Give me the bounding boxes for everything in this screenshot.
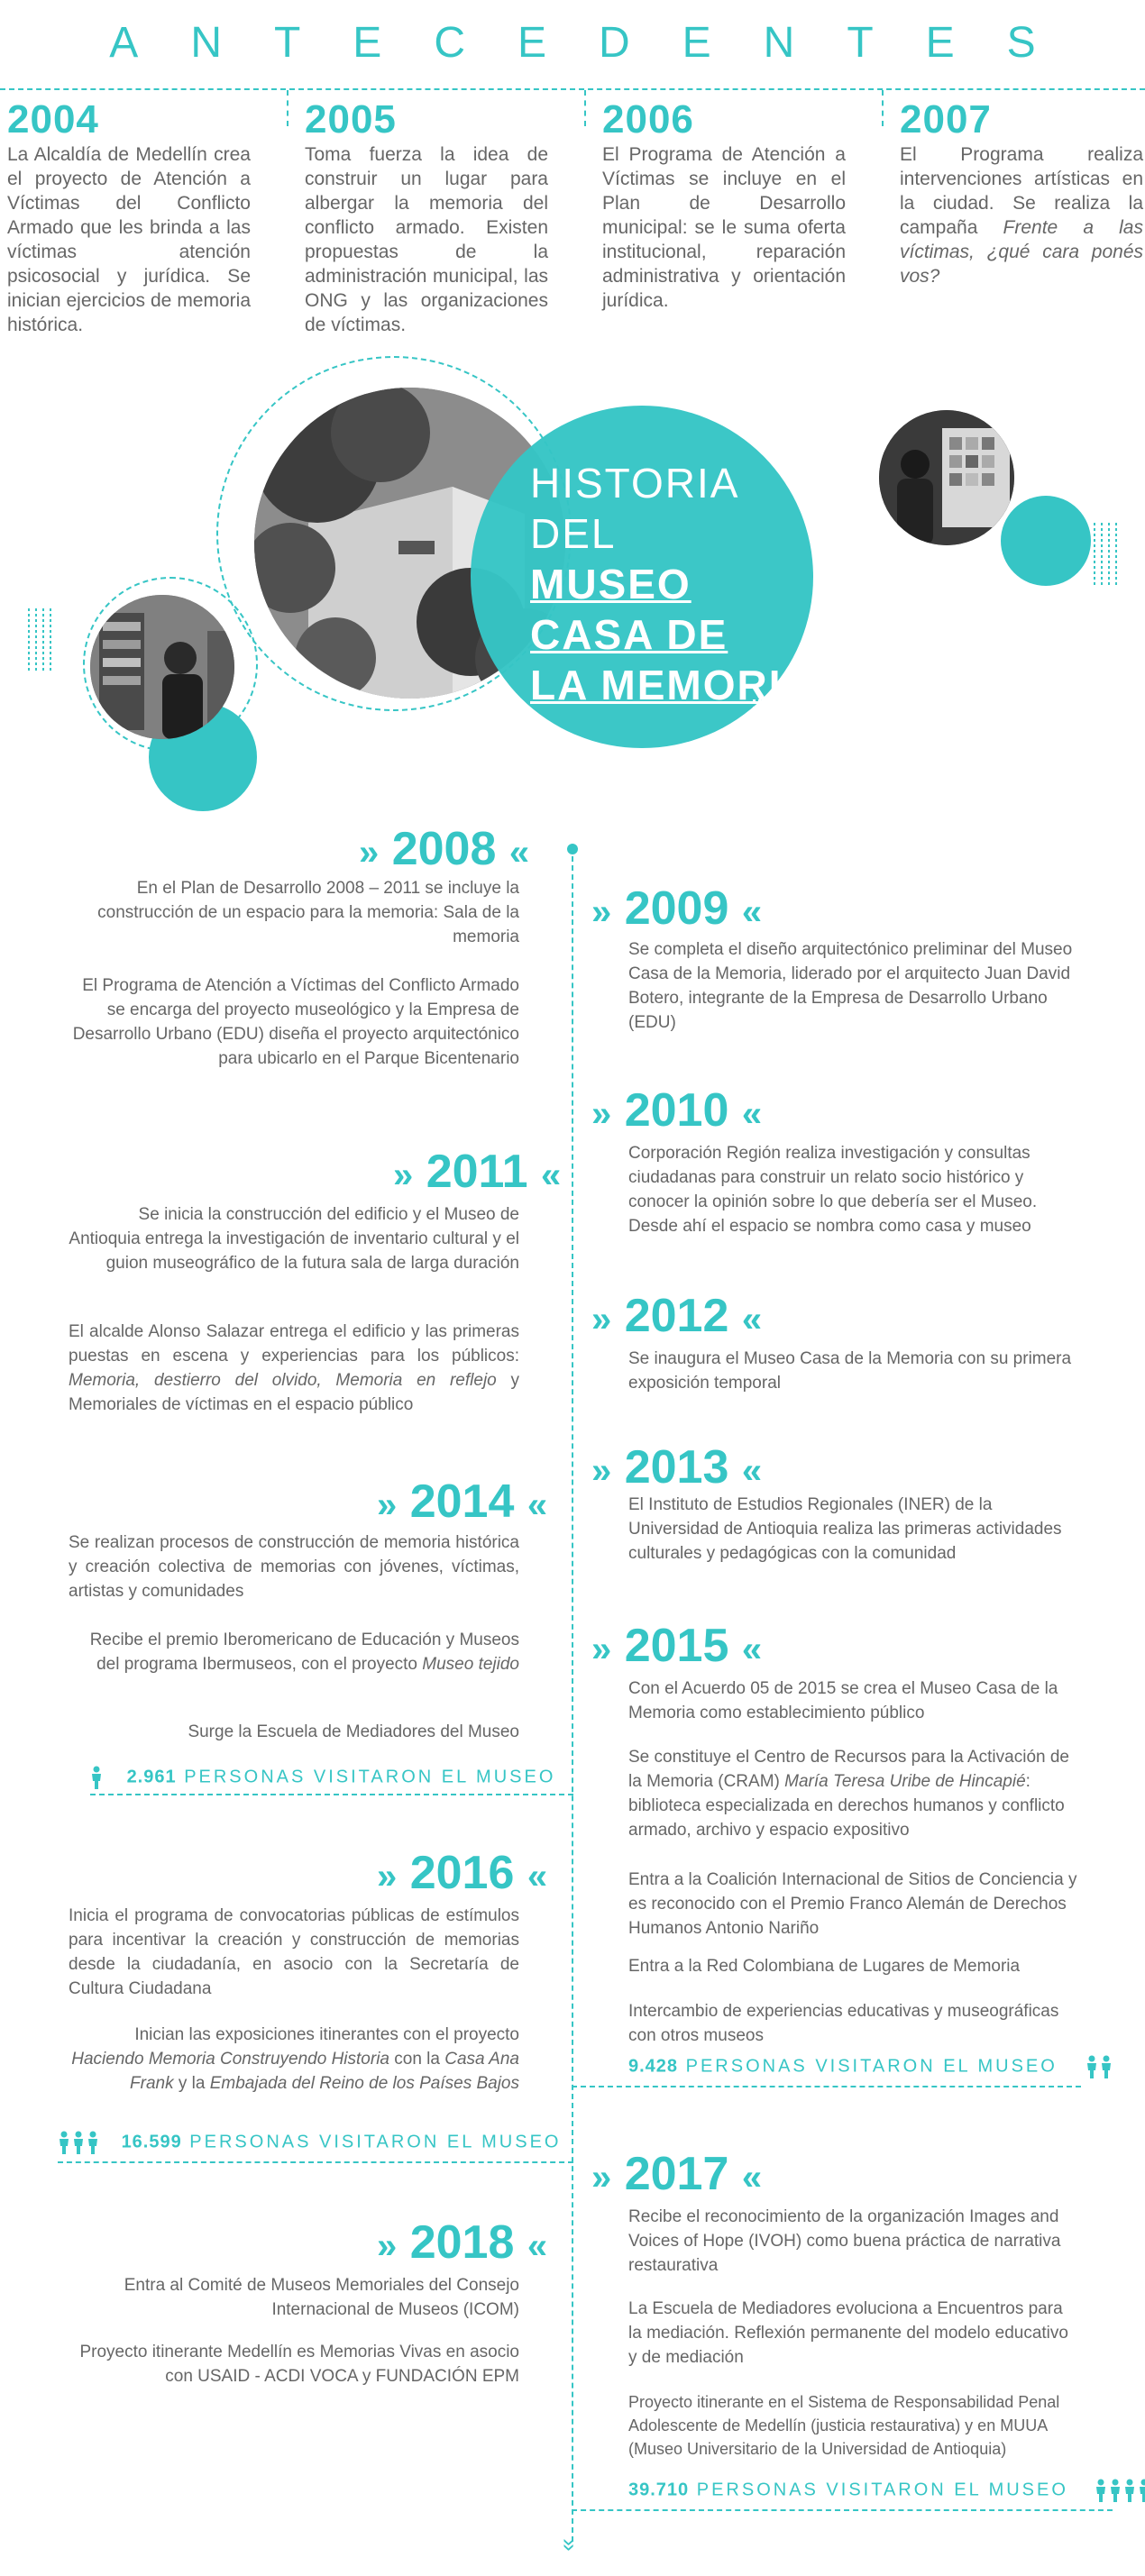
hero-line3: MUSEO	[530, 561, 692, 607]
year-label: 2005	[305, 97, 397, 142]
exhibit-photo	[879, 410, 1014, 545]
year-label: 2007	[900, 97, 992, 142]
header-divider	[0, 88, 1145, 90]
antecedente-2004	[7, 97, 251, 337]
year-label: 2006	[602, 97, 694, 142]
text-2009-1: Se completa el diseño arquitectónico preliminar del Museo Casa de la Memoria, liderado por el arquitecto Juan David Botero, integrante de la Empresa de Desarrollo Urbano (EDU)	[628, 940, 1073, 1032]
year-2013-heading: » 2013 «	[591, 1441, 763, 1494]
hero-line2: DEL	[530, 510, 617, 557]
column-divider	[584, 90, 586, 126]
text-2017-1: Recibe el reconocimiento de la organización Images and Voices of Hope (IVOH) como buena práctica de narrativa restaurativa	[628, 2207, 1061, 2275]
year-label: 2004	[7, 97, 99, 142]
timeline-end-chevron: »	[556, 2538, 584, 2552]
text-2017-2: La Escuela de Mediadores evoluciona a Encuentros para la mediación. Reflexión permanente del modelo educativo y de mediación	[628, 2299, 1068, 2367]
person-icon	[1085, 2055, 1098, 2078]
year-2017-heading: » 2017 «	[591, 2148, 763, 2200]
text-2014-3: Surge la Escuela de Mediadores del Museo	[188, 1722, 519, 1741]
antecedente-2006	[602, 97, 846, 313]
visitors-divider-2015	[572, 2086, 1081, 2087]
person-icon	[90, 1766, 103, 1789]
text-2018-1: Entra al Comité de Museos Memoriales del Consejo Internacional de Museos (ICOM)	[124, 2276, 519, 2319]
person-icon	[1138, 2479, 1145, 2502]
timeline-start-dot	[567, 844, 578, 854]
hero-line1: HISTORIA	[530, 460, 740, 507]
text-2018-2: Proyecto itinerante Medellín es Memorias Vivas en asocio con USAID - ACDI VOCA y FUNDACIÓN EPM	[79, 2343, 519, 2386]
visitors-divider-2014	[90, 1794, 573, 1795]
visitors-2017: 39.710 PERSONAS VISITARON EL MUSEO	[628, 2479, 1145, 2502]
person-icon	[1100, 2055, 1113, 2078]
text-2016-1: Inicia el programa de convocatorias públicas de estímulos para incentivar la creación y construcción de memorias desde la ciudadanía, en asocio con la Secretaría de Cultura Ciudadana	[69, 1906, 519, 1998]
text-2015-2: Se constituye el Centro de Recursos para la Activación de la Memoria (CRAM) María Teresa Uribe de Hincapié: biblioteca especializada en derechos humanos y conflicto armado, archivo y espacio expositivo	[628, 1748, 1069, 1840]
text-2014-1: Se realizan procesos de construcción de memoria histórica y creación colectiva de memorias con jóvenes, víctimas, artistas y comunidades	[69, 1533, 519, 1601]
hero-dot-right	[1001, 496, 1091, 586]
year-2012-heading: » 2012 «	[591, 1290, 763, 1342]
library-photo-icon	[90, 595, 234, 739]
visitors-divider-2017	[572, 2509, 1113, 2511]
person-icon	[1123, 2479, 1136, 2502]
page-title: ANTECEDENTES	[109, 19, 1088, 67]
year-2009-heading: » 2009 «	[591, 882, 763, 935]
text-2016-2: Inician las exposiciones itinerantes con el proyecto Haciendo Memoria Construyendo Historia con la Casa Ana Frank y la Embajada del Reino de los Países Bajos	[71, 2025, 519, 2093]
column-divider	[882, 90, 884, 126]
antecedente-2005	[305, 97, 548, 337]
year-2016-heading: » 2016 «	[377, 1847, 548, 1899]
person-icon	[1109, 2479, 1122, 2502]
visitors-divider-2016	[58, 2161, 573, 2163]
person-icon	[87, 2131, 99, 2154]
deco-lines-left	[27, 608, 54, 676]
hero-line5: LA MEMORIA	[530, 662, 814, 708]
visitors-2015: 9.428 PERSONAS VISITARON EL MUSEO	[628, 2055, 1114, 2078]
antecedente-text: La Alcaldía de Medellín crea el proyecto de Atención a Víctimas del Conflicto Armado que les brinda a las víctimas atención psicosocial y jurídica. Se inician ejercicios de memoria histórica.	[7, 144, 251, 335]
column-divider	[287, 90, 289, 126]
text-2017-3: Proyecto itinerante en el Sistema de Responsabilidad Penal Adolescente de Medellín (justicia restaurativa) y en MUUA (Museo Universitario de la Universidad de Antioquia)	[628, 2393, 1060, 2458]
hero-line4: CASA DE	[530, 611, 728, 658]
text-2010-1: Corporación Región realiza investigación y consultas ciudadanas para construir un relato socio histórico y conocer la opinión sobre lo que debería ser el Museo. Desde ahí el espacio se nombra como casa y museo	[628, 1144, 1038, 1236]
antecedente-text: El Programa realiza intervenciones artísticas en la ciudad. Se realiza la campaña Frente a las víctimas, ¿qué cara ponés vos?	[900, 144, 1143, 287]
text-2015-4: Entra a la Red Colombiana de Lugares de Memoria	[628, 1957, 1021, 1976]
visitors-2016: 16.599 PERSONAS VISITARON EL MUSEO	[58, 2131, 561, 2154]
antecedente-text: Toma fuerza la idea de construir un lugar para albergar la memoria del conflicto armado. Existen propuestas de la administración municipal, las ONG y las organizaciones de víctimas.	[305, 144, 548, 335]
text-2015-5: Intercambio de experiencias educativas y museográficas con otros museos	[628, 2002, 1059, 2045]
exhibit-photo-icon	[879, 410, 1014, 545]
visitors-2014: 2.961 PERSONAS VISITARON EL MUSEO	[90, 1766, 555, 1789]
year-2014-heading: » 2014 «	[377, 1475, 548, 1528]
antecedente-2007	[900, 97, 1143, 288]
year-2018-heading: » 2018 «	[377, 2216, 548, 2269]
deco-lines-hero	[753, 699, 807, 730]
hero-title	[530, 458, 814, 710]
year-2011-heading: » 2011 «	[393, 1146, 562, 1198]
year-2015-heading: » 2015 «	[591, 1620, 763, 1672]
person-icon	[72, 2131, 85, 2154]
text-2012-1: Se inaugura el Museo Casa de la Memoria con su primera exposición temporal	[628, 1349, 1072, 1393]
person-icon	[1095, 2479, 1107, 2502]
person-icon	[58, 2131, 70, 2154]
library-photo	[90, 595, 234, 739]
text-2011-1: Se inicia la construcción del edificio y el Museo de Antioquia entrega la investigación de inventario cultural y el guion museográfico de la futura sala de larga duración	[69, 1205, 519, 1273]
text-2008-1: En el Plan de Desarrollo 2008 – 2011 se incluye la construcción de un espacio para la memoria: Sala de la memoria	[97, 879, 519, 946]
deco-lines-right	[1093, 523, 1120, 590]
text-2015-1: Con el Acuerdo 05 de 2015 se crea el Museo Casa de la Memoria como establecimiento público	[628, 1679, 1058, 1722]
text-2013-1: El Instituto de Estudios Regionales (INER) de la Universidad de Antioquia realiza las primeras actividades culturales y pedagógicas con la comunidad	[628, 1495, 1062, 1563]
text-2014-2: Recibe el premio Iberomericano de Educación y Museos del programa Ibermuseos, con el proyecto Museo tejido	[89, 1631, 519, 1674]
year-2010-heading: » 2010 «	[591, 1084, 763, 1137]
text-2008-2: El Programa de Atención a Víctimas del Conflicto Armado se encarga del proyecto museológico y la Empresa de Desarrollo Urbano (EDU) diseña el proyecto arquitectónico para ubicarlo en el Parque Bicentenario	[72, 976, 519, 1068]
text-2011-2: El alcalde Alonso Salazar entrega el edificio y las primeras puestas en escena y experiencias para los públicos: Memoria, destierro del olvido, Memoria en reflejo y Memoriales de víctimas en el espacio público	[69, 1322, 519, 1414]
antecedente-text: El Programa de Atención a Víctimas se incluye en el Plan de Desarrollo municipal: se le suma oferta institucional, reparación administrativa y orientación jurídica.	[602, 144, 846, 311]
text-2015-3: Entra a la Coalición Internacional de Sitios de Conciencia y es reconocido con el Premio Franco Alemán de Derechos Humanos Antonio Nariño	[628, 1870, 1077, 1938]
timeline-axis	[572, 847, 573, 2542]
year-2008-heading: » 2008 «	[359, 823, 530, 875]
